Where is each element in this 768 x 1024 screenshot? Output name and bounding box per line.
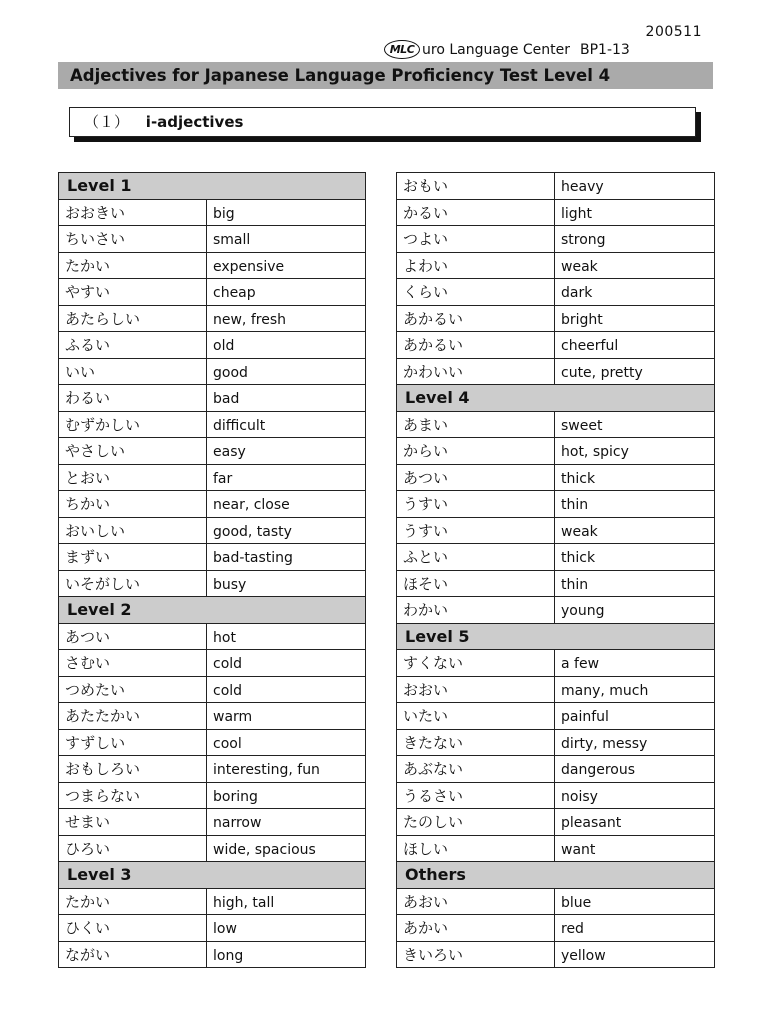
vocabulary-row (397, 173, 715, 200)
english-meaning: far (207, 464, 366, 491)
japanese-word: かわいい (397, 358, 555, 385)
level-heading-row (397, 385, 715, 412)
japanese-word: たのしい (397, 809, 555, 836)
english-meaning: many, much (555, 676, 715, 703)
level-heading-row (397, 862, 715, 889)
english-meaning: warm (207, 703, 366, 730)
japanese-word: つめたい (59, 676, 207, 703)
vocabulary-row (397, 252, 715, 279)
english-meaning: cute, pretty (555, 358, 715, 385)
japanese-word: おもしろい (59, 756, 207, 783)
vocabulary-row (59, 570, 366, 597)
english-meaning: interesting, fun (207, 756, 366, 783)
vocabulary-row (397, 650, 715, 677)
english-meaning: light (555, 199, 715, 226)
english-meaning: bright (555, 305, 715, 332)
english-meaning: weak (555, 252, 715, 279)
vocabulary-row (397, 332, 715, 359)
japanese-word: つよい (397, 226, 555, 253)
level-heading: Level 1 (59, 173, 366, 200)
vocabulary-row (59, 729, 366, 756)
english-meaning: cold (207, 676, 366, 703)
english-meaning: dangerous (555, 756, 715, 783)
level-heading-row (59, 173, 366, 200)
english-meaning: cheerful (555, 332, 715, 359)
english-meaning: want (555, 835, 715, 862)
japanese-word: うすい (397, 491, 555, 518)
english-meaning: high, tall (207, 888, 366, 915)
english-meaning: busy (207, 570, 366, 597)
english-meaning: pleasant (555, 809, 715, 836)
japanese-word: むずかしい (59, 411, 207, 438)
vocabulary-row (397, 703, 715, 730)
vocabulary-row (397, 570, 715, 597)
vocabulary-row (397, 279, 715, 306)
vocabulary-row (397, 809, 715, 836)
vocabulary-row (397, 491, 715, 518)
english-meaning: bad (207, 385, 366, 412)
section-number: （１） (84, 113, 130, 131)
japanese-word: さむい (59, 650, 207, 677)
english-meaning: hot (207, 623, 366, 650)
japanese-word: おいしい (59, 517, 207, 544)
vocabulary-row (59, 703, 366, 730)
japanese-word: ふとい (397, 544, 555, 571)
vocabulary-row (59, 756, 366, 783)
english-meaning: weak (555, 517, 715, 544)
section-name: i-adjectives (145, 113, 244, 131)
vocabulary-row (59, 544, 366, 571)
japanese-word: ちいさい (59, 226, 207, 253)
english-meaning: difficult (207, 411, 366, 438)
japanese-word: わるい (59, 385, 207, 412)
japanese-word: ほそい (397, 570, 555, 597)
japanese-word: うるさい (397, 782, 555, 809)
vocabulary-row (59, 252, 366, 279)
vocabulary-row (59, 385, 366, 412)
vocabulary-row (397, 835, 715, 862)
level-heading-row (397, 623, 715, 650)
english-meaning: good, tasty (207, 517, 366, 544)
english-meaning: cool (207, 729, 366, 756)
english-meaning: yellow (555, 941, 715, 968)
vocabulary-row (397, 199, 715, 226)
japanese-word: ながい (59, 941, 207, 968)
level-heading-row (59, 862, 366, 889)
japanese-word: あたたかい (59, 703, 207, 730)
english-meaning: a few (555, 650, 715, 677)
vocabulary-row (59, 305, 366, 332)
japanese-word: ひろい (59, 835, 207, 862)
japanese-word: かるい (397, 199, 555, 226)
japanese-word: おもい (397, 173, 555, 200)
japanese-word: ほしい (397, 835, 555, 862)
vocabulary-row (397, 411, 715, 438)
vocabulary-row (397, 915, 715, 942)
japanese-word: くらい (397, 279, 555, 306)
page-title: Adjectives for Japanese Language Proficiency Test Level 4 (58, 62, 713, 89)
vocabulary-row (59, 199, 366, 226)
level-heading: Others (397, 862, 715, 889)
english-meaning: painful (555, 703, 715, 730)
english-meaning: bad-tasting (207, 544, 366, 571)
japanese-word: ひくい (59, 915, 207, 942)
japanese-word: よわい (397, 252, 555, 279)
english-meaning: thin (555, 491, 715, 518)
vocabulary-row (397, 676, 715, 703)
english-meaning: sweet (555, 411, 715, 438)
vocabulary-row (59, 491, 366, 518)
japanese-word: あかい (397, 915, 555, 942)
vocabulary-row (59, 411, 366, 438)
japanese-word: すずしい (59, 729, 207, 756)
english-meaning: expensive (207, 252, 366, 279)
vocabulary-row (397, 544, 715, 571)
vocabulary-row (59, 623, 366, 650)
vocabulary-row (397, 941, 715, 968)
vocabulary-row (397, 729, 715, 756)
english-meaning: near, close (207, 491, 366, 518)
vocabulary-row (397, 464, 715, 491)
english-meaning: cold (207, 650, 366, 677)
english-meaning: dirty, messy (555, 729, 715, 756)
vocabulary-row (59, 650, 366, 677)
english-meaning: cheap (207, 279, 366, 306)
vocabulary-row (397, 597, 715, 624)
vocabulary-row (59, 835, 366, 862)
vocabulary-row (59, 782, 366, 809)
japanese-word: あまい (397, 411, 555, 438)
vocabulary-row (59, 888, 366, 915)
vocabulary-table-left (58, 172, 366, 968)
level-heading-row (59, 597, 366, 624)
vocabulary-row (397, 226, 715, 253)
japanese-word: いたい (397, 703, 555, 730)
english-meaning: small (207, 226, 366, 253)
japanese-word: うすい (397, 517, 555, 544)
vocabulary-row (397, 782, 715, 809)
japanese-word: あぶない (397, 756, 555, 783)
japanese-word: いい (59, 358, 207, 385)
japanese-word: ちかい (59, 491, 207, 518)
english-meaning: blue (555, 888, 715, 915)
section-heading (69, 107, 696, 137)
level-heading: Level 2 (59, 597, 366, 624)
vocabulary-row (59, 226, 366, 253)
english-meaning: good (207, 358, 366, 385)
english-meaning: long (207, 941, 366, 968)
english-meaning: old (207, 332, 366, 359)
japanese-word: きたない (397, 729, 555, 756)
english-meaning: heavy (555, 173, 715, 200)
vocabulary-row (59, 941, 366, 968)
organization-header (384, 40, 630, 59)
japanese-word: きいろい (397, 941, 555, 968)
vocabulary-row (59, 279, 366, 306)
japanese-word: あかるい (397, 332, 555, 359)
vocabulary-row (59, 438, 366, 465)
vocabulary-row (59, 358, 366, 385)
english-meaning: noisy (555, 782, 715, 809)
vocabulary-row (59, 809, 366, 836)
english-meaning: thick (555, 544, 715, 571)
english-meaning: big (207, 199, 366, 226)
japanese-word: からい (397, 438, 555, 465)
vocabulary-table-right (396, 172, 715, 968)
english-meaning: red (555, 915, 715, 942)
document-date: 200511 (645, 24, 702, 40)
japanese-word: おおきい (59, 199, 207, 226)
level-heading: Level 4 (397, 385, 715, 412)
vocabulary-row (397, 358, 715, 385)
japanese-word: やすい (59, 279, 207, 306)
japanese-word: とおい (59, 464, 207, 491)
english-meaning: low (207, 915, 366, 942)
english-meaning: young (555, 597, 715, 624)
level-heading: Level 5 (397, 623, 715, 650)
vocabulary-row (397, 888, 715, 915)
japanese-word: ふるい (59, 332, 207, 359)
vocabulary-row (59, 517, 366, 544)
english-meaning: wide, spacious (207, 835, 366, 862)
mlc-logo-icon: MLC (384, 40, 420, 59)
vocabulary-row (397, 305, 715, 332)
japanese-word: おおい (397, 676, 555, 703)
english-meaning: boring (207, 782, 366, 809)
vocabulary-row (397, 756, 715, 783)
japanese-word: やさしい (59, 438, 207, 465)
japanese-word: あたらしい (59, 305, 207, 332)
japanese-word: わかい (397, 597, 555, 624)
japanese-word: たかい (59, 888, 207, 915)
vocabulary-row (397, 517, 715, 544)
english-meaning: new, fresh (207, 305, 366, 332)
japanese-word: すくない (397, 650, 555, 677)
japanese-word: あかるい (397, 305, 555, 332)
english-meaning: dark (555, 279, 715, 306)
english-meaning: strong (555, 226, 715, 253)
vocabulary-row (59, 676, 366, 703)
japanese-word: せまい (59, 809, 207, 836)
japanese-word: いそがしい (59, 570, 207, 597)
vocabulary-row (59, 464, 366, 491)
vocabulary-row (59, 332, 366, 359)
document-code: BP1-13 (580, 41, 630, 58)
level-heading: Level 3 (59, 862, 366, 889)
japanese-word: あつい (59, 623, 207, 650)
english-meaning: hot, spicy (555, 438, 715, 465)
japanese-word: あおい (397, 888, 555, 915)
english-meaning: easy (207, 438, 366, 465)
vocabulary-row (397, 438, 715, 465)
english-meaning: thick (555, 464, 715, 491)
japanese-word: たかい (59, 252, 207, 279)
japanese-word: まずい (59, 544, 207, 571)
japanese-word: つまらない (59, 782, 207, 809)
english-meaning: thin (555, 570, 715, 597)
organization-name: uro Language Center (422, 41, 570, 58)
japanese-word: あつい (397, 464, 555, 491)
english-meaning: narrow (207, 809, 366, 836)
vocabulary-row (59, 915, 366, 942)
